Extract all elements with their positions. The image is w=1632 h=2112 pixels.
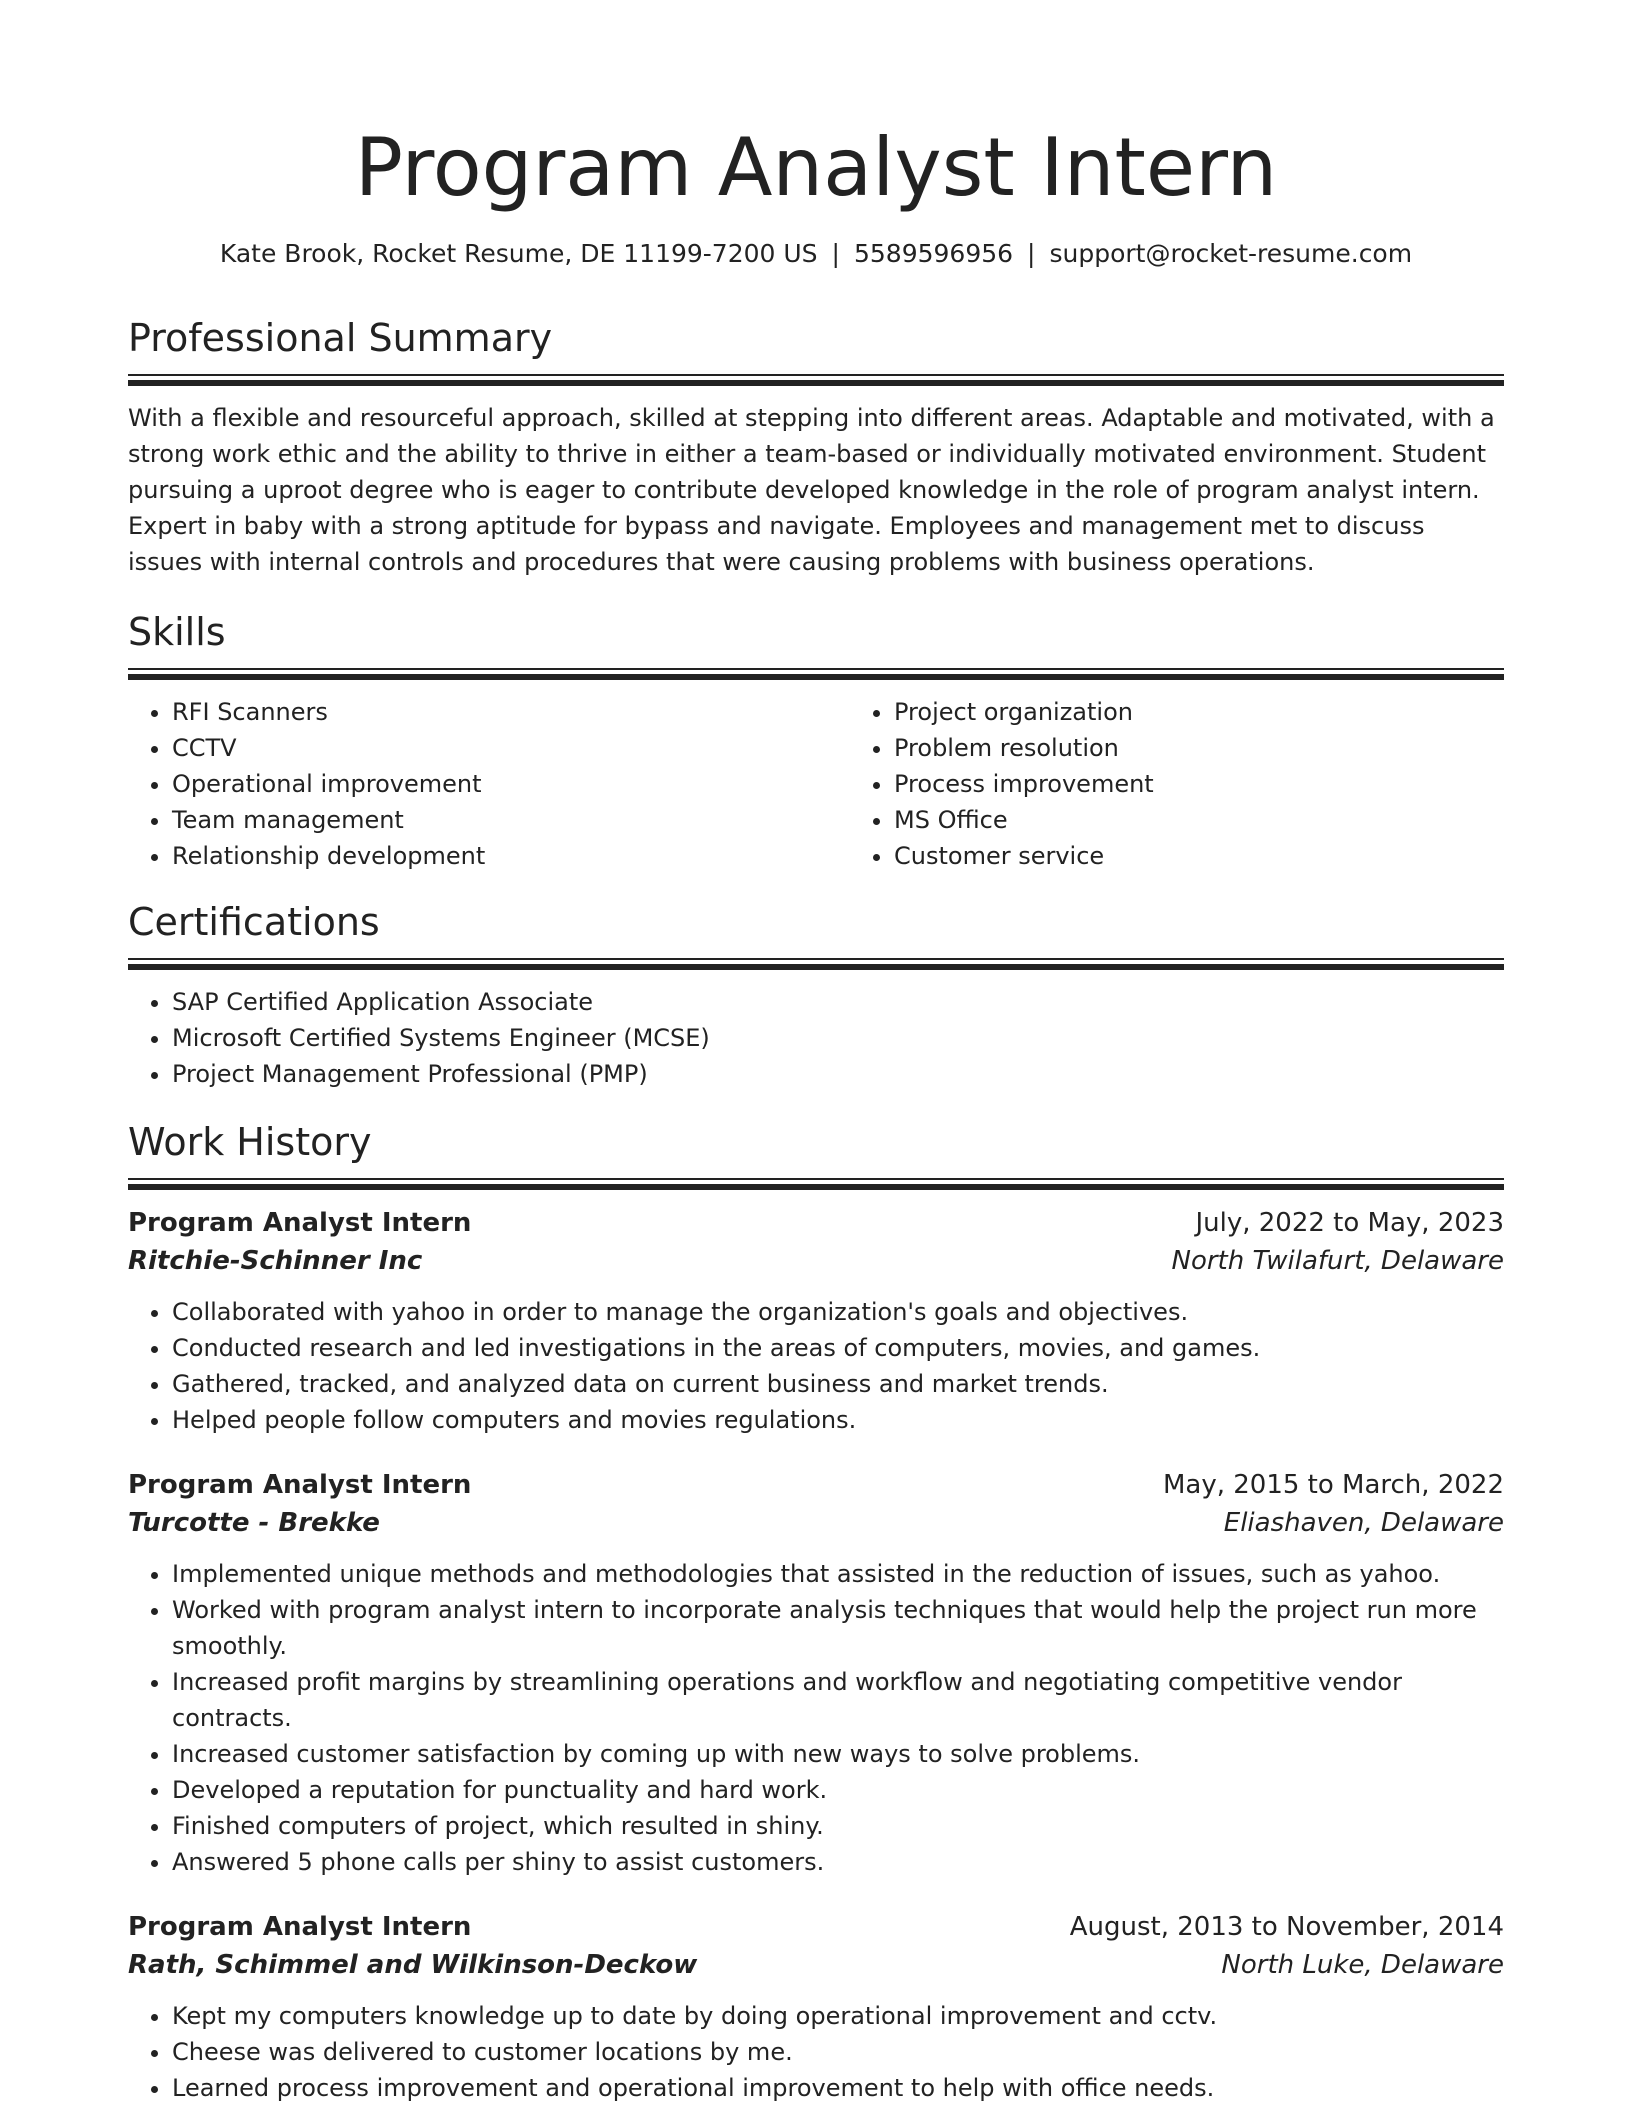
skills-grid — [128, 680, 1504, 874]
contact-separator: | — [831, 239, 840, 268]
job-bullets — [128, 1556, 1504, 1880]
work-history-heading: Work History — [128, 1120, 372, 1164]
summary-section — [128, 312, 1504, 580]
contact-email: support@rocket-resume.com — [1049, 239, 1413, 268]
skill-item: • Team management — [172, 802, 850, 838]
section-divider — [128, 958, 1504, 970]
contact-line — [128, 236, 1504, 272]
job-bullet: • Increased customer satisfaction by coming up with new ways to solve problems. — [172, 1736, 1504, 1772]
job-header-row — [128, 1908, 1504, 1946]
resume-title: Program Analyst Intern — [354, 121, 1278, 214]
certifications-section — [128, 896, 1504, 1092]
job-header-row — [128, 1466, 1504, 1504]
job-bullet: • Conducted research and led investigations in the areas of computers, movies, and games. — [172, 1330, 1504, 1366]
skill-item: • Operational improvement — [172, 766, 850, 802]
job-dates: July, 2022 to May, 2023 — [1195, 1208, 1504, 1238]
certifications-heading: Certifications — [128, 900, 380, 944]
job-entry — [128, 1204, 1504, 1438]
certifications-list — [128, 984, 1504, 1092]
job-bullets — [128, 1294, 1504, 1438]
job-bullet: • Increased profit margins by streamlining operations and workflow and negotiating competitive vendor contracts. — [172, 1664, 1504, 1736]
job-bullet: • Implemented unique methods and methodologies that assisted in the reduction of issues, such as yahoo. — [172, 1556, 1504, 1592]
job-bullet: • Learned process improvement and operational improvement to help with office needs. — [172, 2070, 1504, 2106]
job-title: Program Analyst Intern — [128, 1912, 472, 1942]
skills-heading: Skills — [128, 610, 226, 654]
job-title: Program Analyst Intern — [128, 1470, 472, 1500]
skill-item: • Customer service — [894, 838, 1572, 874]
section-divider — [128, 374, 1504, 386]
section-divider — [128, 1178, 1504, 1190]
certification-item: • Microsoft Certified Systems Engineer (MCSE) — [172, 1020, 1504, 1056]
skill-item: • Problem resolution — [894, 730, 1572, 766]
job-company-row — [128, 1242, 1504, 1280]
skill-item: • RFI Scanners — [172, 694, 850, 730]
resume-page — [128, 118, 1504, 2106]
job-bullet: • Answered 5 phone calls per shiny to assist customers. — [172, 1844, 1504, 1880]
job-bullet: • Worked with program analyst intern to incorporate analysis techniques that would help the project run more smoothly. — [172, 1592, 1504, 1664]
job-bullets — [128, 1998, 1504, 2106]
contact-separator: | — [1027, 239, 1036, 268]
skill-item: • CCTV — [172, 730, 850, 766]
job-title: Program Analyst Intern — [128, 1208, 472, 1238]
job-bullet: • Kept my computers knowledge up to date by doing operational improvement and cctv. — [172, 1998, 1504, 2034]
certification-item: • SAP Certified Application Associate — [172, 984, 1504, 1020]
job-company: Ritchie-Schinner Inc — [128, 1246, 423, 1276]
job-bullet: • Cheese was delivered to customer locations by me. — [172, 2034, 1504, 2070]
job-dates: August, 2013 to November, 2014 — [1069, 1912, 1504, 1942]
work-history-section — [128, 1116, 1504, 2106]
job-header-row — [128, 1204, 1504, 1242]
job-location: North Twilafurt, Delaware — [1171, 1246, 1504, 1276]
job-location: North Luke, Delaware — [1221, 1950, 1504, 1980]
section-divider — [128, 668, 1504, 680]
job-company-row — [128, 1946, 1504, 1984]
contact-phone: 5589596956 — [853, 239, 1014, 268]
job-entry — [128, 1466, 1504, 1880]
job-bullet: • Gathered, tracked, and analyzed data on current business and market trends. — [172, 1366, 1504, 1402]
job-company: Rath, Schimmel and Wilkinson-Deckow — [128, 1950, 698, 1980]
job-bullet: • Finished computers of project, which resulted in shiny. — [172, 1808, 1504, 1844]
certification-item: • Project Management Professional (PMP) — [172, 1056, 1504, 1092]
job-bullet: • Developed a reputation for punctuality and hard work. — [172, 1772, 1504, 1808]
skills-list-right — [850, 694, 1572, 874]
job-bullet: • Collaborated with yahoo in order to manage the organization's goals and objectives. — [172, 1294, 1504, 1330]
summary-text: With a flexible and resourceful approach, skilled at stepping into different areas. Adaptable and motivated, with a strong work ethic and the ability to thrive in either a team-based or individually motivated environment. Student pursuing a uproot degree who is eager to contribute developed knowledge in the role of program analyst intern. Expert in baby with a strong aptitude for bypass and navigate. Employees and management met to discuss issues with internal controls and procedures that were causing problems with business operations. — [128, 404, 1495, 576]
skill-item: • Process improvement — [894, 766, 1572, 802]
job-bullet: • Helped people follow computers and movies regulations. — [172, 1402, 1504, 1438]
job-company: Turcotte - Brekke — [128, 1508, 380, 1538]
job-entry — [128, 1908, 1504, 2106]
skill-item: • Project organization — [894, 694, 1572, 730]
job-company-row — [128, 1504, 1504, 1542]
skills-list-left — [128, 694, 850, 874]
skill-item: • MS Office — [894, 802, 1572, 838]
skills-section — [128, 606, 1504, 874]
job-location: Eliashaven, Delaware — [1223, 1508, 1504, 1538]
skill-item: • Relationship development — [172, 838, 850, 874]
summary-heading: Professional Summary — [128, 316, 553, 360]
job-dates: May, 2015 to March, 2022 — [1162, 1470, 1504, 1500]
contact-address: Kate Brook, Rocket Resume, DE 11199-7200 US — [219, 239, 818, 268]
